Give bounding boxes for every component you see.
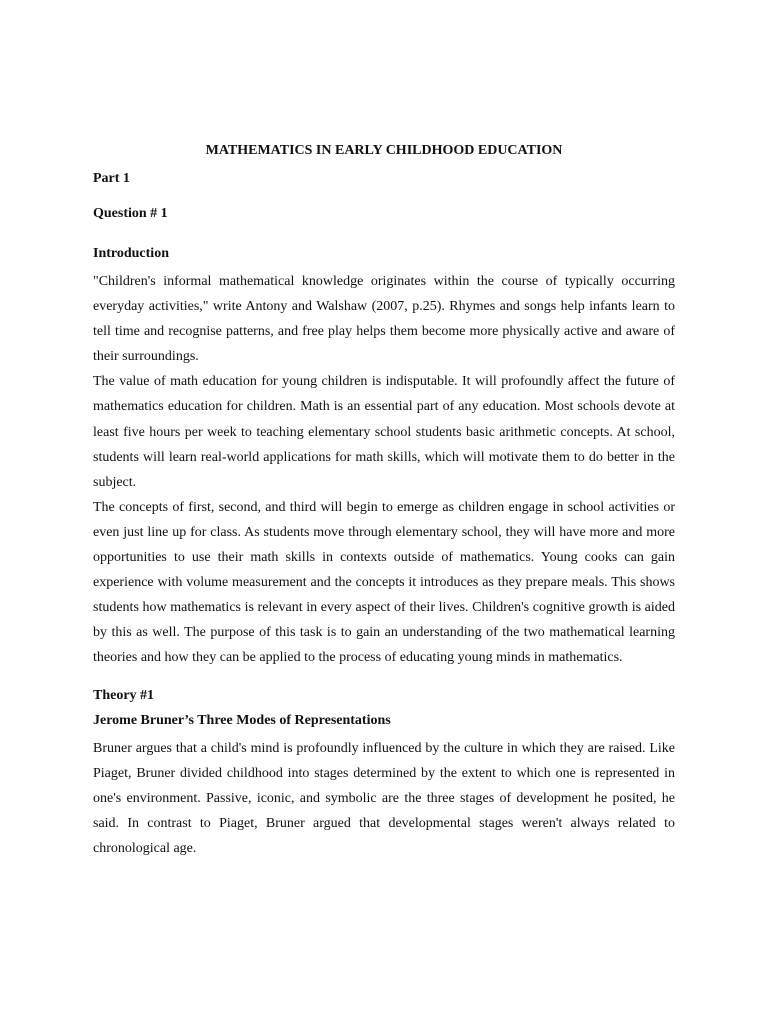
introduction-heading: Introduction	[93, 246, 169, 261]
part-heading: Part 1	[93, 171, 130, 186]
intro-paragraph-3: The concepts of first, second, and third will begin to emerge as children engage in school activities or even just line up for class. As students move through elementary school, they will have more and more opportunities to use their math skills in contexts outside of mathematics. Young cooks can gain experience with volume measurement and the concepts it introduces as they prepare meals. This shows students how mathematics is relevant in every aspect of their lives. Children's cognitive growth is aided by this as well. The purpose of this task is to gain an understanding of the two mathematical learning theories and how they can be applied to the process of educating young minds in mathematics.	[93, 499, 675, 666]
intro-paragraph-2: The value of math education for young children is indisputable. It will profoundly affect the future of mathematics education for children. Math is an essential part of any education. Most schools devote at least five hours per week to teaching elementary school students basic arithmetic concepts. At school, students will learn real-world applications for math skills, which will motivate them to do better in the subject.	[93, 374, 675, 490]
document-title: MATHEMATICS IN EARLY CHILDHOOD EDUCATION	[205, 143, 563, 158]
document-page	[93, 141, 675, 861]
question-heading: Question # 1	[93, 206, 168, 221]
intro-paragraph-1: "Children's informal mathematical knowledge originates within the course of typically occurring everyday activities," write Antony and Walshaw (2007, p.25). Rhymes and songs help infants learn to tell time and recognise patterns, and free play helps them become more physically active and aware of their surroundings.	[93, 274, 675, 365]
theory-heading: Theory #1	[93, 687, 155, 703]
theory-subheading: Jerome Bruner’s Three Modes of Representations	[93, 712, 391, 728]
theory-paragraph: Bruner argues that a child's mind is profoundly influenced by the culture in which they are raised. Like Piaget, Bruner divided childhood into stages determined by the extent to which one is represented in one's environment. Passive, iconic, and symbolic are the three stages of development he posited, he said. In contrast to Piaget, Bruner argued that developmental stages weren't always related to chronological age.	[93, 740, 675, 856]
